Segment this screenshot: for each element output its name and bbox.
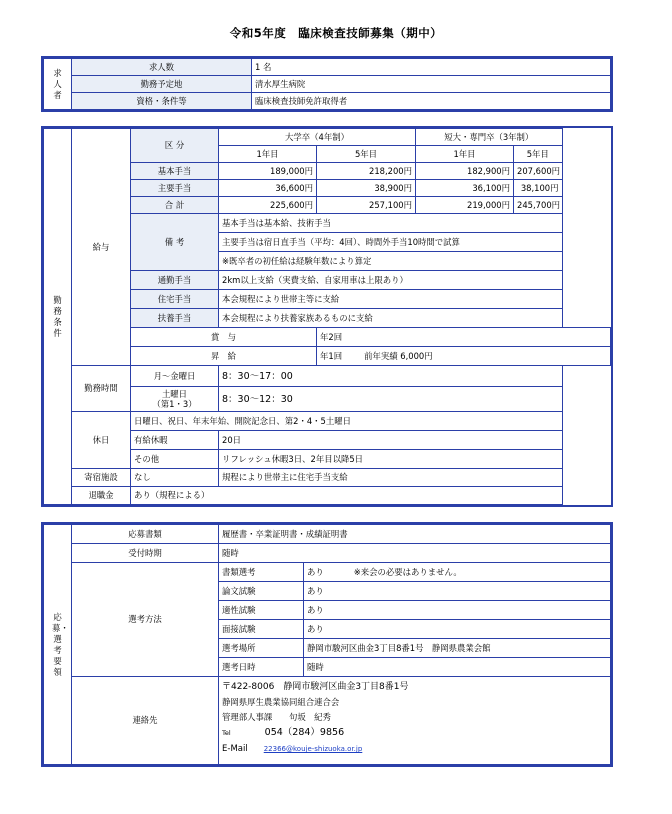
year-header: 5年目 bbox=[317, 146, 416, 163]
dorm-label: 寄宿施設 bbox=[72, 469, 131, 487]
biko-label: 備 考 bbox=[131, 214, 219, 271]
recruit-count-label: 求人数 bbox=[72, 59, 252, 76]
docs-value: 履歴書・卒業証明書・成績証明書 bbox=[219, 525, 611, 544]
salary-label: 給与 bbox=[72, 129, 131, 366]
holiday-label: 休日 bbox=[72, 412, 131, 469]
paid-leave-label: 有給休暇 bbox=[131, 431, 219, 450]
recruit-side-label: 求人者 bbox=[44, 59, 72, 110]
other-leave-label: その他 bbox=[131, 450, 219, 469]
weekday-label: 月～金曜日 bbox=[131, 366, 219, 387]
recruit-qualification-value: 臨床検査技師免許取得者 bbox=[252, 93, 611, 110]
holiday-list: 日曜日、祝日、年末年始、開院記念日、第2・4・5土曜日 bbox=[131, 412, 563, 431]
recruit-section bbox=[41, 56, 613, 112]
weekday-hours: 8：30～17：00 bbox=[219, 366, 563, 387]
saturday-label bbox=[131, 387, 219, 412]
retirement-value: あり（規程による） bbox=[131, 487, 563, 505]
year-header: 1年目 bbox=[416, 146, 514, 163]
recruit-qualification-label: 資格・条件等 bbox=[72, 93, 252, 110]
commute-allowance-value: 2km以上支給（実費支給、自家用車は上限あり） bbox=[219, 271, 563, 290]
saturday-label-sub: （第1・3） bbox=[152, 399, 197, 409]
method-label: 選考方法 bbox=[72, 563, 219, 677]
essay-exam-label: 論文試験 bbox=[219, 582, 304, 601]
salary-cell: 245,700円 bbox=[514, 197, 562, 214]
biko-line: 基本手当は基本給、技術手当 bbox=[219, 214, 563, 233]
salary-cell: 207,600円 bbox=[514, 163, 562, 180]
interview-value: あり bbox=[304, 620, 611, 639]
period-label: 受付時期 bbox=[72, 544, 219, 563]
basic-allowance-label: 基本手当 bbox=[131, 163, 219, 180]
main-allowance-label: 主要手当 bbox=[131, 180, 219, 197]
hours-label: 勤務時間 bbox=[72, 366, 131, 412]
aptitude-exam-label: 適性試験 bbox=[219, 601, 304, 620]
raise-frequency: 年1回 bbox=[320, 350, 343, 361]
salary-cell: 38,100円 bbox=[514, 180, 562, 197]
exam-date-label: 選考日時 bbox=[219, 658, 304, 677]
saturday-label-main: 土曜日 bbox=[161, 389, 188, 399]
biko-line: 主要手当は宿日直手当（平均：4回）、時間外手当10時間で試算 bbox=[219, 233, 563, 252]
bonus-label: 賞 与 bbox=[131, 328, 317, 347]
work-table bbox=[43, 128, 611, 505]
dorm-value: なし bbox=[131, 469, 219, 487]
contact-postal: 〒422-8006 静岡市駿河区曲金3丁目8番1号 bbox=[222, 682, 409, 692]
recruit-count-value: 1 名 bbox=[252, 59, 611, 76]
salary-cell: 36,100円 bbox=[416, 180, 514, 197]
biko-line: ※既卒者の初任給は経験年数により算定 bbox=[219, 252, 563, 271]
salary-cell: 219,000円 bbox=[416, 197, 514, 214]
exam-place-value: 静岡市駿河区曲金3丁目8番1号 静岡県農業会館 bbox=[304, 639, 611, 658]
family-allowance-label: 扶養手当 bbox=[131, 309, 219, 328]
screening-value bbox=[304, 563, 611, 582]
exam-place-label: 選考場所 bbox=[219, 639, 304, 658]
apply-section bbox=[41, 522, 613, 767]
screening-result: あり bbox=[307, 566, 324, 577]
recruit-table bbox=[43, 58, 611, 110]
contact-email bbox=[222, 741, 607, 757]
work-section bbox=[41, 126, 613, 507]
group-college-header: 短大・専門卒（3年制） bbox=[416, 129, 562, 146]
period-value: 随時 bbox=[219, 544, 611, 563]
phone-number: 054（284）9856 bbox=[264, 727, 345, 738]
salary-cell: 218,200円 bbox=[317, 163, 416, 180]
email-link[interactable]: 22366@kouje-shizuoka.or.jp bbox=[263, 745, 363, 753]
kubun-header: 区 分 bbox=[131, 129, 219, 163]
screening-note: ※来会の必要はありません。 bbox=[353, 566, 462, 577]
year-header: 5年目 bbox=[514, 146, 562, 163]
raise-amount: 前年実績 6,000円 bbox=[364, 350, 433, 361]
docs-label: 応募書類 bbox=[72, 525, 219, 544]
other-leave-value: リフレッシュ休暇3日、2年目以降5日 bbox=[219, 450, 563, 469]
total-label: 合 計 bbox=[131, 197, 219, 214]
page-title: 令和5年度 臨床検査技師募集（期中） bbox=[229, 26, 443, 40]
housing-allowance-label: 住宅手当 bbox=[131, 290, 219, 309]
salary-cell: 182,900円 bbox=[416, 163, 514, 180]
recruit-location-label: 勤務予定地 bbox=[72, 76, 252, 93]
contact-phone bbox=[222, 725, 607, 741]
email-label: E-Mail bbox=[222, 744, 248, 754]
paid-leave-value: 20日 bbox=[219, 431, 563, 450]
essay-exam-value: あり bbox=[304, 582, 611, 601]
recruit-location-value: 清水厚生病院 bbox=[252, 76, 611, 93]
apply-table bbox=[43, 524, 611, 765]
year-header: 1年目 bbox=[219, 146, 317, 163]
salary-cell: 189,000円 bbox=[219, 163, 317, 180]
salary-cell: 257,100円 bbox=[317, 197, 416, 214]
contact-organization: 静岡県厚生農業協同組合連合会 bbox=[222, 697, 340, 707]
contact-label: 連絡先 bbox=[72, 677, 219, 765]
bonus-value: 年2回 bbox=[317, 328, 611, 347]
work-side-label: 勤務条件 bbox=[44, 129, 72, 505]
commute-allowance-label: 通勤手当 bbox=[131, 271, 219, 290]
raise-label: 昇 給 bbox=[131, 347, 317, 366]
apply-side-label: 応募・選考要領 bbox=[44, 525, 72, 765]
exam-date-value: 随時 bbox=[304, 658, 611, 677]
raise-value bbox=[317, 347, 611, 366]
aptitude-exam-value: あり bbox=[304, 601, 611, 620]
housing-allowance-value: 本会規程により世帯主等に支給 bbox=[219, 290, 563, 309]
phone-label: Tel bbox=[222, 729, 231, 737]
salary-cell: 38,900円 bbox=[317, 180, 416, 197]
screening-label: 書類選考 bbox=[219, 563, 304, 582]
family-allowance-value: 本会規程により扶養家族あるものに支給 bbox=[219, 309, 563, 328]
contact-person: 管理部人事課 句坂 紀秀 bbox=[222, 712, 331, 722]
dorm-note: 規程により世帯主に住宅手当支給 bbox=[219, 469, 563, 487]
salary-cell: 36,600円 bbox=[219, 180, 317, 197]
saturday-hours: 8：30～12：30 bbox=[219, 387, 563, 412]
retirement-label: 退職金 bbox=[72, 487, 131, 505]
salary-cell: 225,600円 bbox=[219, 197, 317, 214]
group-university-header: 大学卒（4年制） bbox=[219, 129, 416, 146]
interview-label: 面接試験 bbox=[219, 620, 304, 639]
contact-details bbox=[219, 677, 611, 765]
